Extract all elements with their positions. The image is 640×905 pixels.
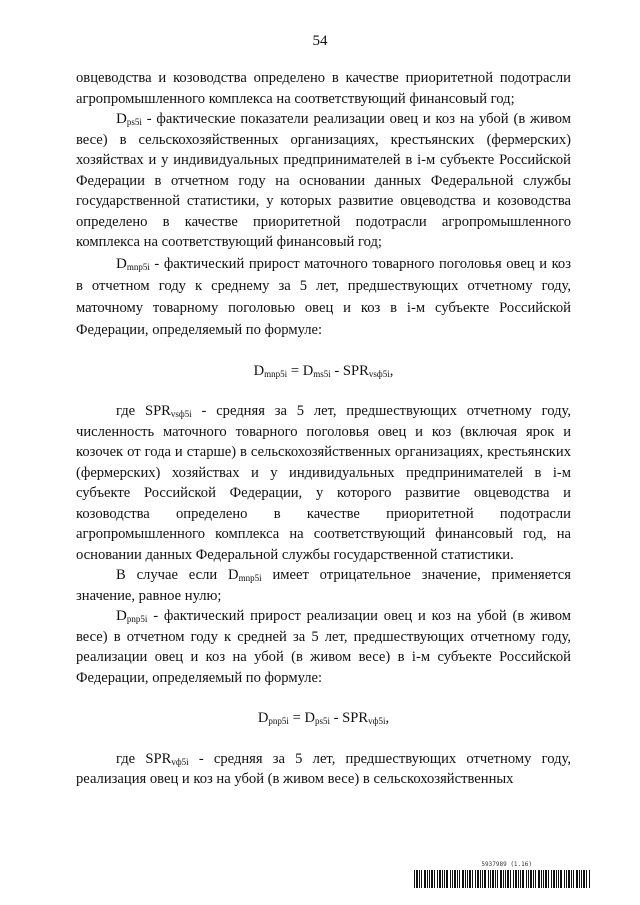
- paragraph-text: имеет отрицательное значение, применяется значение, равное нулю;: [76, 567, 571, 604]
- paragraph-text: - средняя за 5 лет, предшествующих отчетному году, численность маточного товарного поголовья овец и коз (включая ярок и козочек от года и старше) в сельскохозяйственных организациях, крестьянских (фермерских) хозяйствах и у индивидуальных предпринимателей в i-м субъекте Российской Федерации, у которого развитие овцеводства и козоводства определено в качестве приоритетной подотрасли агропромышленного комплекса на соответствующий финансовый год, на основании данных Федеральной службы государственной статистики.: [76, 403, 572, 563]
- symbol: D: [116, 608, 127, 624]
- formula: [76, 361, 571, 382]
- paragraph: [76, 109, 571, 253]
- paragraph-text: где SPR: [116, 750, 172, 767]
- page-number: 54: [312, 33, 328, 49]
- subscript: vsф5i: [170, 409, 192, 419]
- paragraph-text: - фактический прирост реализации овец и коз на убой (в живом весе) в отчетном году к средней за 5 лет, предшествующих отчетному году, реализации овец и коз на убой (в живом весе) в i-м субъекте Российской Федерации, определяемый по формуле:: [76, 608, 571, 686]
- subscript: ps5i: [126, 117, 142, 127]
- formula-part: ,: [389, 362, 394, 379]
- subscript: ms5i: [313, 368, 331, 379]
- paragraph: [76, 68, 571, 109]
- subscript: mnp5i: [126, 261, 150, 272]
- subscript: ps5i: [315, 716, 331, 726]
- paragraph: [76, 401, 571, 565]
- barcode-number: 5937989 (1.16): [481, 861, 532, 868]
- paragraph: [76, 565, 571, 606]
- paragraph: [76, 606, 571, 688]
- paragraph-text: овцеводства и козоводства определено в качестве приоритетной подотрасли агропромышленного комплекса на соответствующий финансовый год;: [76, 70, 571, 107]
- paragraph-text: - средняя за 5 лет, предшествующих отчетному году, реализация овец и коз на убой (в живом весе) в сельскохозяйственных: [76, 750, 572, 787]
- subscript: pnp5i: [126, 614, 148, 624]
- subscript: vф5i: [368, 716, 386, 726]
- barcode-icon: [414, 870, 592, 888]
- formula-part: D: [253, 362, 265, 379]
- formula: [76, 708, 571, 729]
- subscript: mnp5i: [238, 573, 262, 583]
- symbol: D: [116, 111, 127, 127]
- paragraph-text: - фактические показатели реализации овец и коз на убой (в живом весе) в сельскохозяйственных организациях, крестьянских (фермерских) хозяйствах и у индивидуальных предпринимателей в i-м субъекте Российской Федерации в отчетном году на основании данных Федеральной службы государственной статистики, у которых развитие овцеводства и козоводства определено в качестве приоритетной подотрасли агропромышленного комплекса на соответствующий финансовый год;: [76, 111, 571, 250]
- paragraph: [76, 749, 571, 790]
- barcode-block: [414, 861, 592, 893]
- formula-part: ,: [385, 710, 390, 726]
- subscript: pnp5i: [268, 716, 289, 726]
- formula-part: - SPR: [330, 362, 369, 379]
- document-body: [76, 68, 571, 790]
- paragraph-text: где SPR: [116, 403, 171, 419]
- subscript: vф5i: [171, 756, 189, 767]
- formula-part: - SPR: [330, 710, 369, 726]
- paragraph-text: - фактический прирост маточного товарного поголовья овец и коз в отчетном году к среднему за 5 лет, предшествующих отчетному году, маточному товарному поголовью овец и коз в i-м субъекте Российской Федерации, определяемый по формуле:: [76, 255, 571, 338]
- formula-part: D: [257, 710, 269, 726]
- formula-part: = D: [288, 710, 315, 726]
- paragraph-text: В случае если D: [116, 567, 239, 583]
- subscript: vsф5i: [368, 368, 390, 379]
- subscript: mnp5i: [264, 368, 288, 379]
- symbol: D: [116, 255, 127, 272]
- formula-part: = D: [287, 362, 314, 379]
- paragraph: [76, 253, 571, 341]
